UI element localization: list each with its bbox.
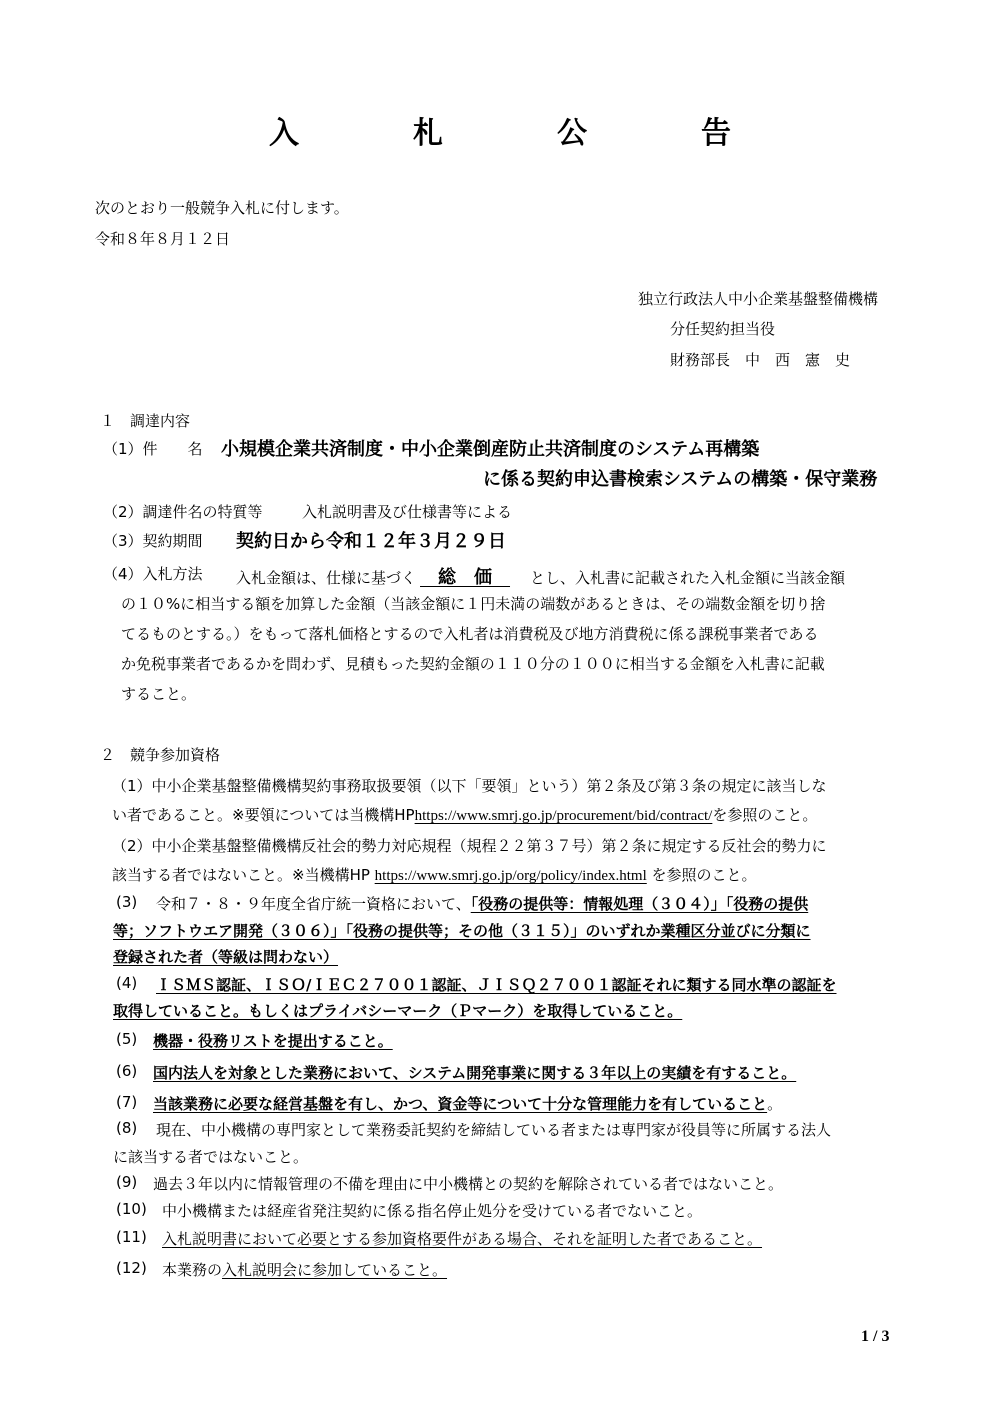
q2-line2-pre: 該当する者ではないこと。※当機構HP: [112, 866, 375, 884]
intro-text: 次のとおり一般競争入札に付します。: [95, 199, 349, 217]
item4-line2: の１０%に相当する額を加算した金額（当該金額に１円未満の端数があるときは、その端数金額を切り捨: [121, 595, 826, 613]
issuer-person: 財務部長 中 西 憲 史: [670, 351, 851, 369]
item4-pre: 入札金額は、仕様に基づく: [236, 569, 417, 587]
item1-title-line1: 小規模企業共済制度・中小企業倒産防止共済制度のシステム再構築: [221, 439, 760, 460]
q10-text: 中小機構または経産省発注契約に係る指名停止処分を受けている者でないこと。: [162, 1202, 703, 1220]
q10-num: (10): [116, 1200, 147, 1218]
q3-line2: 等；ソフトウエア開発（３０６）」「役務の提供等；その他（３１５）」のいずれか業種区分並びに分類に: [113, 922, 811, 940]
q9-text: 過去３年以内に情報管理の不備を理由に中小機構との契約を解除されている者ではないこと。: [153, 1175, 784, 1193]
section2-heading: ２ 競争参加資格: [100, 746, 221, 764]
q8-line1: 現在、中小機構の専門家として業務委託契約を締結している者または専門家が役員等に所属する法人: [156, 1121, 832, 1139]
q2-line1: （2）中小企業基盤整備機構反社会的勢力対応規程（規程２２第３７号）第２条に規定する反社会的勢力に: [112, 837, 827, 855]
q1-line1: （1）中小企業基盤整備機構契約事務取扱要領（以下「要領」という）第２条及び第３条の規定に該当しな: [112, 777, 827, 795]
q7-text-post: 。: [767, 1095, 783, 1113]
q11-text: 入札説明書において必要とする参加資格要件がある場合、それを証明した者であること。: [162, 1230, 763, 1248]
q1-line2-pre: い者であること。※要領については当機構HP: [112, 806, 415, 824]
item1-title-line2: に係る契約申込書検索システムの構築・保守業務: [483, 469, 878, 490]
notice-date: 令和８年８月１２日: [95, 230, 231, 248]
item4-line3: てるものとする。）をもって落札価格とするので入札者は消費税及び地方消費税に係る課税事業者である: [121, 625, 819, 643]
item3-text: 契約日から令和１２年３月２９日: [236, 531, 506, 552]
item4-emph-total-price: 総 価: [420, 567, 511, 588]
q7-line: [153, 1093, 782, 1114]
page-title: 入 札 公 告: [269, 116, 773, 151]
item2-label: （2）調達件名の特質等: [103, 503, 263, 521]
q12-line: [162, 1259, 447, 1280]
q3-num: (3): [116, 893, 138, 911]
q7-text-emph: 当該業務に必要な経営基盤を有し、かつ、資金等について十分な管理能力を有していること: [153, 1095, 768, 1113]
q12-pre: 本業務の: [162, 1261, 223, 1279]
q1-line2-post: を参照のこと。: [712, 806, 818, 824]
issuer-role: 分任契約担当役: [670, 320, 776, 338]
issuer-org: 独立行政法人中小企業基盤整備機構: [638, 290, 879, 308]
item1-label: （1）件 名: [103, 440, 203, 458]
q2-line2: [112, 864, 757, 885]
q9-num: (9): [116, 1173, 138, 1191]
q4-line1: ＩＳＭＳ認証、ＩＳＯ/ＩＥＣ２７００１認証、ＪＩＳＱ２７００１認証それに類する同水準の認証を: [156, 976, 837, 994]
q6-text: 国内法人を対象とした業務において、システム開発事業に関する３年以上の実績を有すること。: [153, 1064, 797, 1082]
q3-line1-emph: 「役務の提供等：情報処理（３０４）」「役務の提供: [470, 895, 809, 913]
item4-line1: [236, 563, 845, 589]
q5-text: 機器・役務リストを提出すること。: [153, 1032, 393, 1050]
item4-line4: か免税事業者であるかを問わず、見積もった契約金額の１１０分の１００に相当する金額を入札書に記載: [121, 655, 825, 673]
q5-num: (5): [116, 1030, 138, 1048]
item4-label: （4）入札方法: [103, 565, 203, 583]
q1-line2: [112, 804, 817, 825]
q11-num: (11): [116, 1228, 147, 1246]
q2-policy-link[interactable]: https://www.smrj.go.jp/org/policy/index.html: [374, 868, 647, 884]
q6-num: (6): [116, 1062, 138, 1080]
q8-num: (8): [116, 1119, 138, 1137]
item4-line5: すること。: [121, 685, 197, 703]
q12-emph: 入札説明会に参加していること。: [222, 1261, 448, 1279]
q3-line3: 登録された者（等級は問わない）: [113, 948, 339, 966]
q3-line1-pre: 令和７・８・９年度全省庁統一資格において、: [156, 895, 471, 913]
q1-contract-link[interactable]: https://www.smrj.go.jp/procurement/bid/contract/: [414, 808, 713, 824]
q7-num: (7): [116, 1093, 138, 1111]
q2-line2-post: を参照のこと。: [646, 866, 757, 884]
q4-num: (4): [116, 974, 138, 992]
section1-heading: １ 調達内容: [100, 412, 191, 430]
item3-label: （3）契約期間: [103, 532, 203, 550]
q8-line2: に該当する者ではないこと。: [113, 1148, 309, 1166]
q4-line2: 取得していること。もしくはプライバシーマーク（Ｐマーク）を取得していること。: [113, 1002, 683, 1020]
page-number: 1 / 3: [861, 1328, 890, 1345]
q12-num: (12): [116, 1259, 147, 1277]
q3-line1: [156, 893, 808, 914]
item4-post: とし、入札書に記載された入札金額に当該金額: [530, 569, 846, 587]
item2-text: 入札説明書及び仕様書等による: [302, 503, 513, 521]
